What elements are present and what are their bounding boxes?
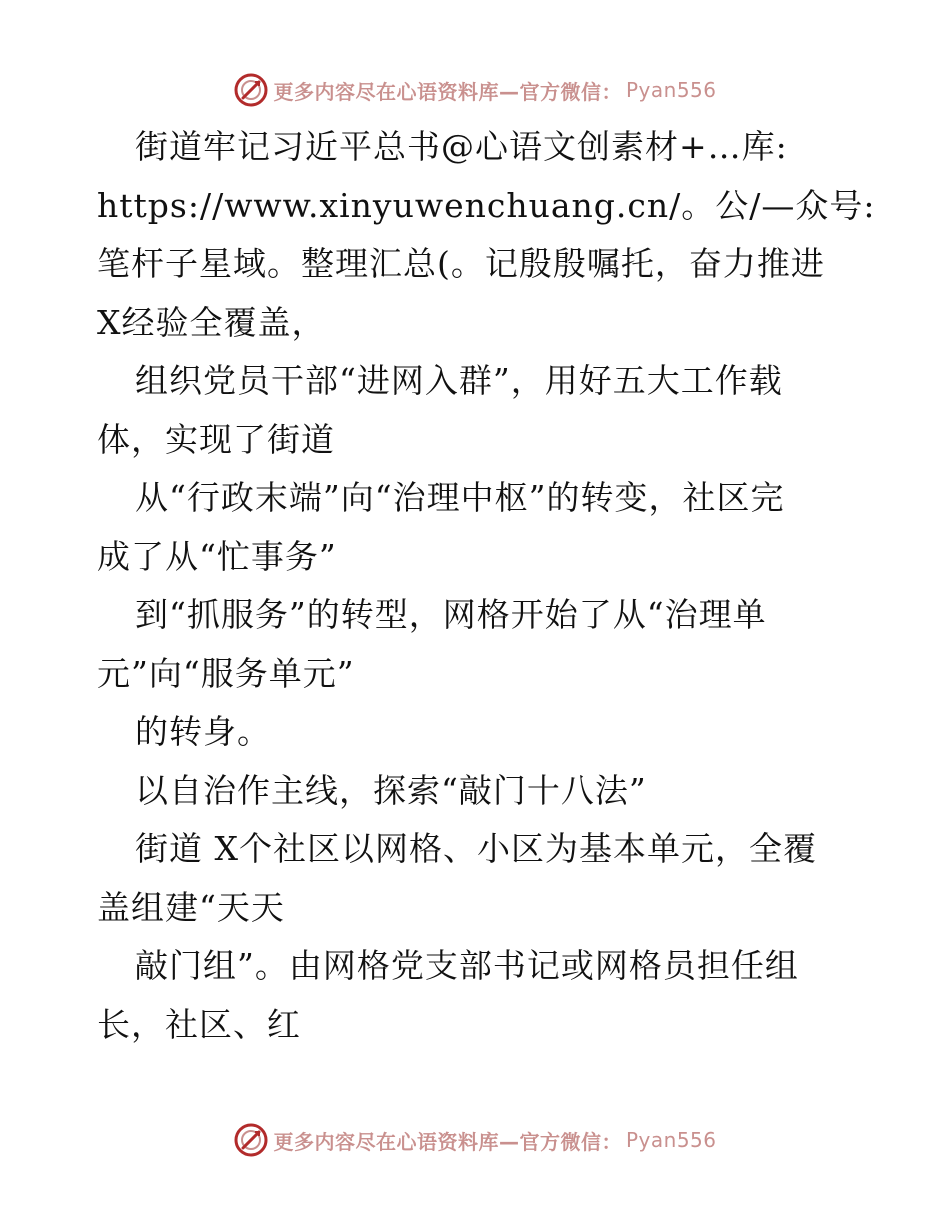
header-banner [0, 70, 950, 110]
banner-text: 更多内容尽在心语资料库—官方微信： [273, 1129, 622, 1154]
paragraph-line: 到“抓服务”的转型，网格开始了从“治理单 [135, 595, 767, 634]
section-heading-line: 以自治作主线，探索“敲门十八法” [135, 770, 647, 810]
paragraph-line: 敲门组”。由网格党支部书记或网格员担任组 [135, 946, 799, 985]
paragraph-line: 街道牢记习近平总书@心语文创素材+…库: [135, 127, 788, 166]
paragraph-line: 体，实现了街道 [97, 419, 335, 459]
wechat-id: Pyan556 [625, 1128, 717, 1152]
paragraph-line: 盖组建“天天 [97, 887, 285, 927]
paragraph-line: 从“行政末端”向“治理中枢”的转变，社区完 [135, 478, 785, 517]
wechat-id: Pyan556 [625, 78, 717, 102]
red-seal-logo-icon [233, 72, 269, 108]
paragraph-line: 元”向“服务单元” [97, 653, 355, 693]
paragraph-line: https://www.xinyuwenchuang.cn/。公/—众号: [97, 185, 876, 225]
footer-banner [0, 1120, 950, 1160]
paragraph-line: 组织党员干部“进网入群”，用好五大工作载 [135, 361, 783, 400]
paragraph-line: 笔杆子星域。整理汇总(。记殷殷嘱托，奋力推进 [97, 244, 825, 283]
paragraph-line: 成了从“忙事务” [97, 536, 337, 576]
paragraph-line: 街道 X个社区以网格、小区为基本单元，全覆 [135, 829, 817, 868]
document-body [97, 118, 876, 1054]
paragraph-line: X经验全覆盖， [97, 302, 326, 342]
paragraph-line: 的转身。 [135, 712, 271, 751]
red-seal-logo-icon [233, 1122, 269, 1158]
paragraph-line: 长，社区、红 [97, 1004, 301, 1044]
banner-text: 更多内容尽在心语资料库—官方微信： [273, 79, 622, 104]
